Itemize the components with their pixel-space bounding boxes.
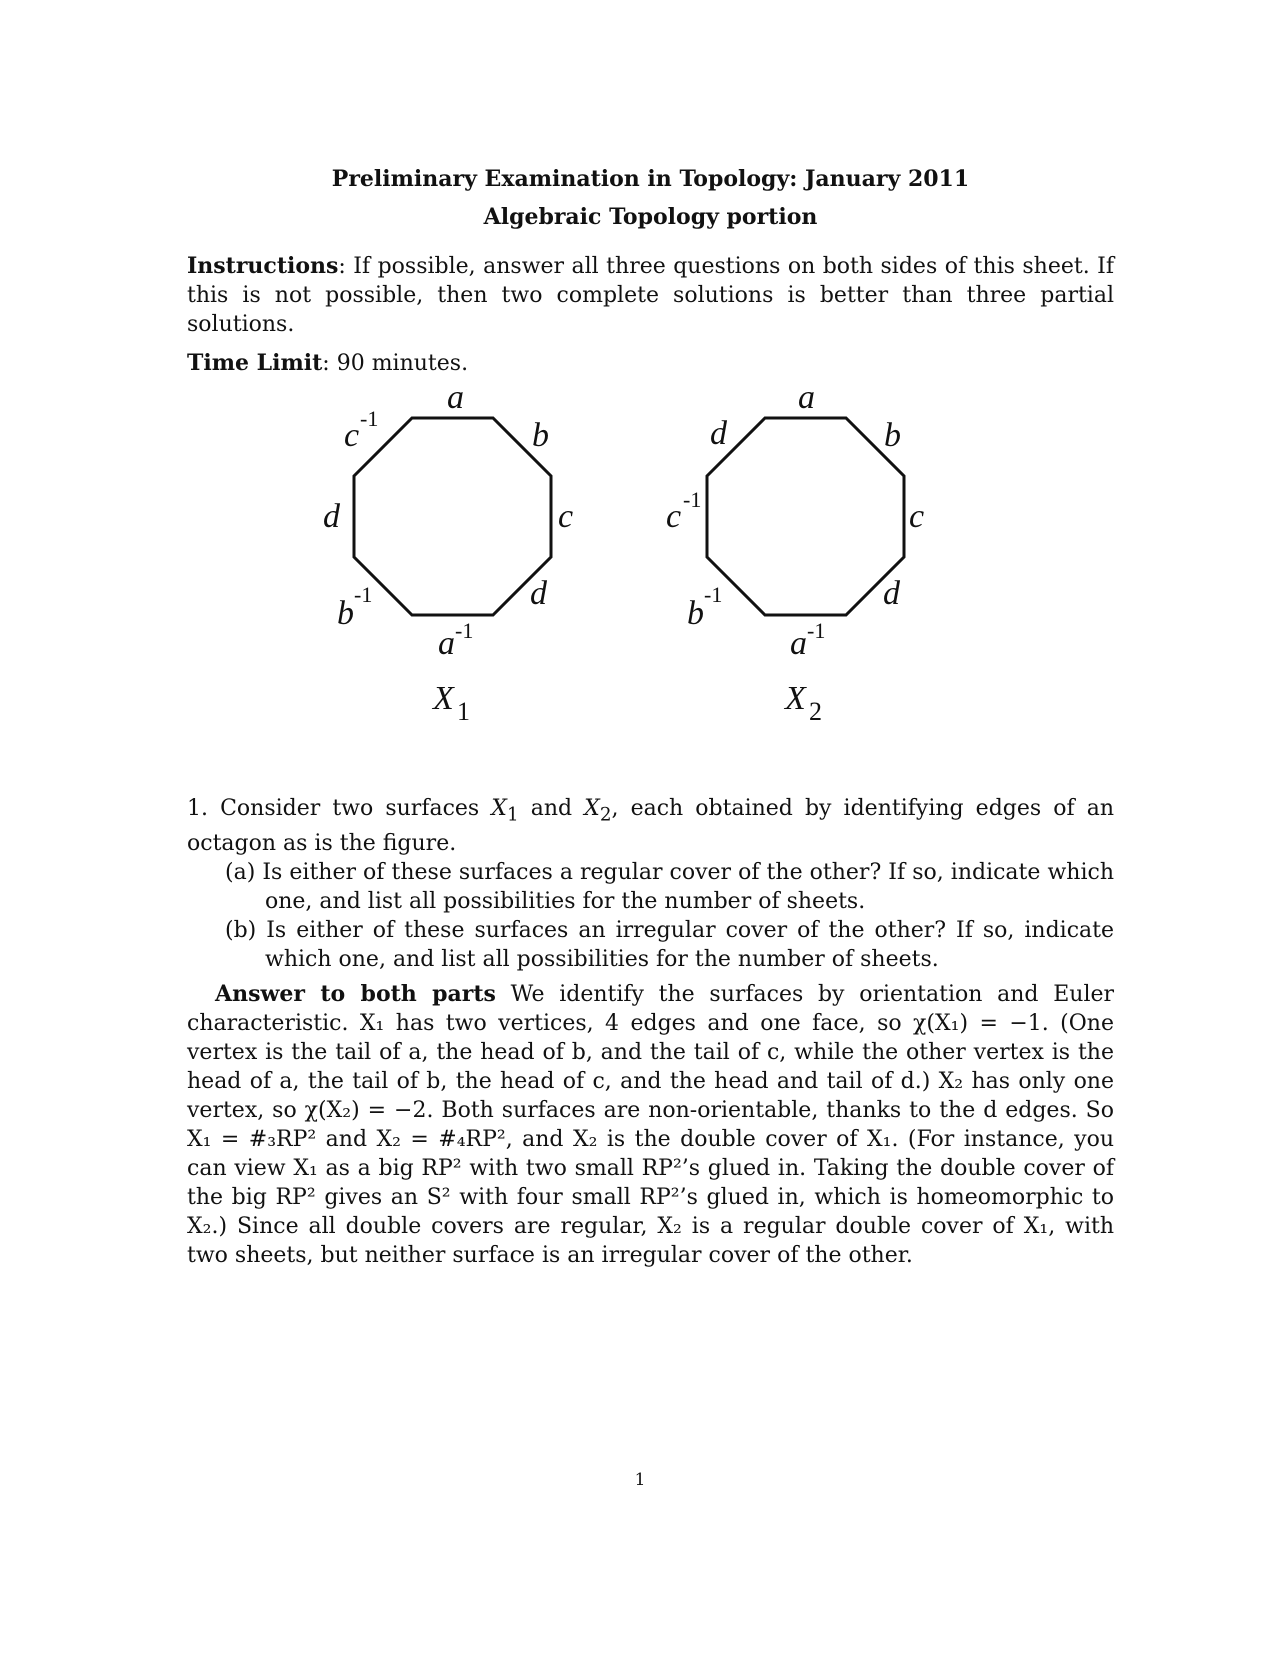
x2-label-right: c: [909, 498, 925, 535]
x1-label-top-left: c: [344, 417, 360, 454]
answer-text: We identify the surfaces by orientation and Euler characteristic. X₁ has two vertices, 4 edges and one face, so χ(X₁) = −1. (One vertex is the tail of a, the head of b, and the tail of c, while the other vertex is the head of a, the tail of b, the head of c, and the head and tail of d.) X₂ has only one vertex, so χ(X₂) = −2. Both surfaces are non-orientable, thanks to the d edges. So X₁ = #₃RP² and X₂ = #₄RP², and X₂ is the double cover of X₁. (For instance, you can view X₁ as a big RP² with two small RP²’s glued in. Taking the double cover of the big RP² gives an S² with four small RP²’s glued in, which is homeomorphic to X₂.) Since all double covers are regular, X₂ is a regular double cover of X₁, with two sheets, but neither surface is an irregular cover of the other.: [187, 982, 1115, 1269]
title-block: [187, 160, 1114, 236]
question-1-intro: [187, 794, 1114, 858]
x2-label-bottom-sup: -1: [807, 618, 826, 643]
x2-label-top-left: d: [710, 415, 727, 452]
x1-label-bottom-left: b: [337, 595, 354, 632]
instructions: [187, 252, 1114, 339]
question-1-part-b: (b) Is either of these surfaces an irregular cover of the other? If so, indicate which one, and list all possibilities for the number of sheets.: [225, 918, 1114, 973]
x2-label-left: c: [666, 498, 682, 535]
question-1-x1: X: [491, 796, 507, 821]
x1-label-right: c: [558, 498, 574, 535]
question-1-intro-part3: , each obtained by identifying edges of an octagon as is the figure.: [187, 796, 1115, 857]
answer-paragraph: [187, 980, 1114, 1270]
instructions-text: : If possible, answer all three questions on both sides of this sheet. If this is not possible, then two complete solutions is better than three partial solutions.: [187, 254, 1114, 337]
octagon-figure: [187, 386, 1114, 726]
x2-label-top-right: b: [884, 417, 901, 454]
question-1-part-a: (a) Is either of these surfaces a regular cover of the other? If so, indicate which one, and list all possibilities for the number of sheets.: [225, 860, 1114, 915]
time-limit-text: : 90 minutes.: [322, 351, 469, 376]
x1-subscript: 1: [457, 697, 470, 726]
question-1-intro-part2: and: [518, 796, 585, 821]
x2-subscript: 2: [809, 697, 822, 726]
x2-label-bottom-right: d: [883, 575, 900, 612]
octagon-x2-shape: [707, 418, 904, 615]
x1-label-top-right: b: [532, 417, 549, 454]
question-1: [187, 794, 1114, 1270]
question-1-x1-sub: 1: [506, 804, 519, 826]
x1-label-top-left-sup: -1: [360, 406, 379, 431]
instructions-label: Instructions: [187, 253, 339, 279]
question-1-x2-sub: 2: [599, 804, 612, 826]
x2-label-bottom: a: [790, 625, 807, 662]
exam-subtitle: Algebraic Topology portion: [483, 204, 818, 230]
exam-page: [187, 160, 1115, 1269]
x1-label-bottom-right: d: [530, 575, 547, 612]
x2-label-top: a: [798, 386, 815, 416]
octagon-diagram: [187, 386, 1114, 726]
time-limit-label: Time Limit: [187, 350, 323, 376]
question-1-x2: X: [584, 796, 600, 821]
exam-title: Preliminary Examination in Topology: January 2011: [331, 166, 970, 192]
x1-label-bottom-sup: -1: [455, 618, 474, 643]
time-limit: [187, 349, 1114, 378]
x1-name: X: [433, 680, 454, 717]
x1-label-bottom-left-sup: -1: [354, 582, 373, 607]
x2-label-left-sup: -1: [683, 487, 702, 512]
octagon-x1-shape: [354, 418, 551, 615]
x1-label-left: d: [323, 498, 340, 535]
x2-label-bottom-left-sup: -1: [704, 582, 723, 607]
answer-label: Answer to both parts: [215, 981, 496, 1008]
x1-label-bottom: a: [438, 625, 455, 662]
page-number: 1: [634, 1470, 646, 1490]
x1-label-top: a: [447, 386, 464, 416]
octagon-x2: [666, 386, 924, 726]
question-1-intro-part1: 1. Consider two surfaces: [187, 796, 492, 821]
x2-name: X: [785, 680, 806, 717]
x2-label-bottom-left: b: [687, 595, 704, 632]
octagon-x1: [323, 386, 573, 726]
